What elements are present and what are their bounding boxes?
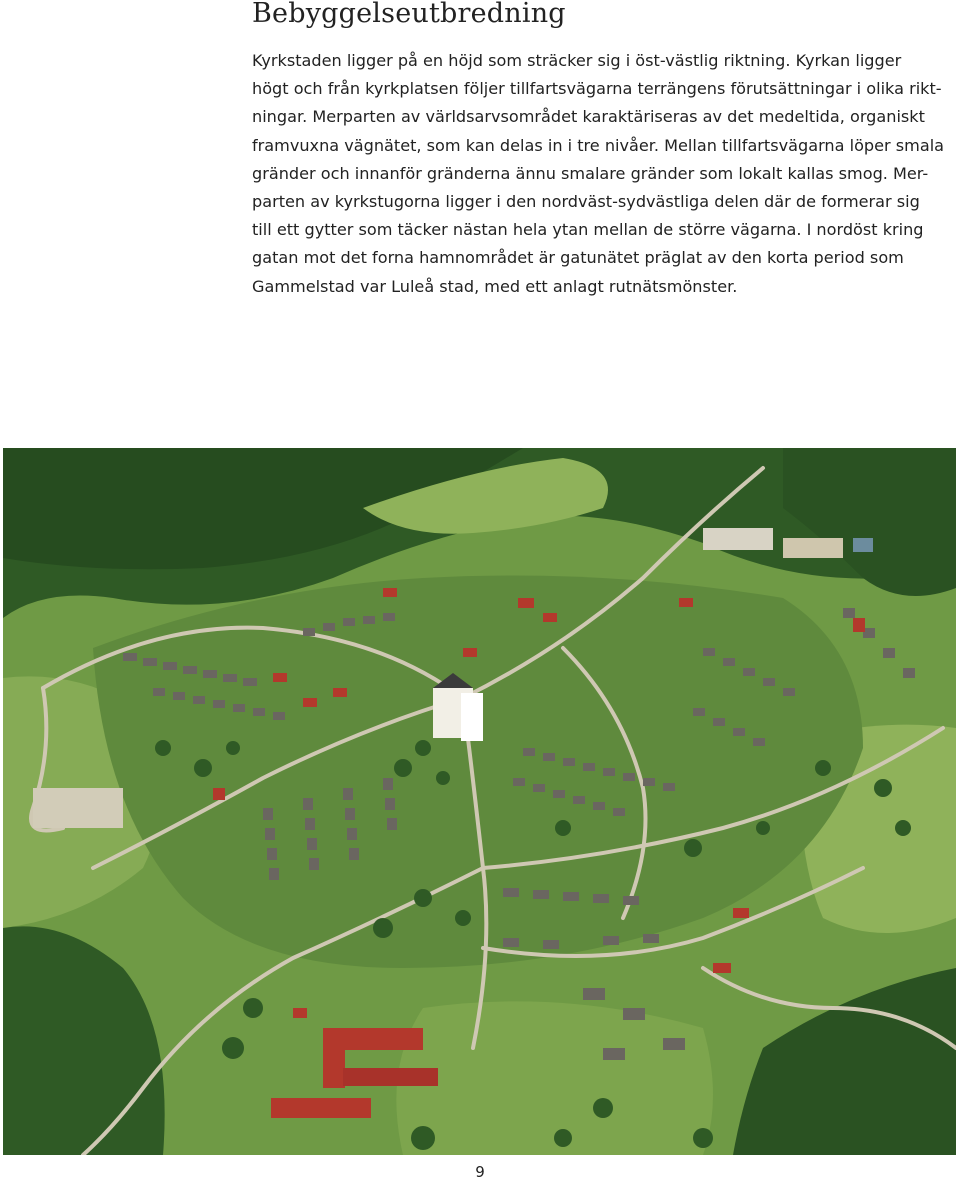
paragraph-line: till ett gytter som täcker nästan hela ytan mellan de större vägarna. I nordöst kring (252, 220, 924, 240)
paragraph-line: gränder och innanför gränderna ännu smalare gränder som lokalt kallas smog. Mer- (252, 163, 929, 183)
paragraph-line: Kyrkstaden ligger på en höjd som sträcker sig i öst-västlig riktning. Kyrkan ligger (252, 51, 902, 70)
blue-roof-building (853, 538, 873, 552)
field-bottom (396, 1001, 713, 1155)
aerial-photo-gammelstad (3, 448, 956, 1155)
aerial-photo-illustration (3, 448, 956, 1155)
paragraph-line: gatan mot det forna hamnområdet är gatunätet präglat av den korta period som (252, 248, 904, 268)
paragraph-line: högt och från kyrkplatsen följer tillfartsvägarna terrängens förutsättningar i olika rikt- (252, 79, 942, 99)
gravel-yard (33, 788, 123, 828)
body-paragraph (252, 47, 952, 301)
paragraph-line: Gammelstad var Luleå stad, med ett anlagt rutnätsmönster. (252, 276, 738, 296)
page-number: 9 (475, 1163, 485, 1181)
paragraph-line: framvuxna vägnätet, som kan delas in i tre nivåer. Mellan tillfartsvägarna löper smala (252, 135, 945, 155)
gravel-lot (783, 538, 843, 558)
industrial-lot (703, 528, 773, 550)
paragraph-line: ningar. Merparten av världsarvsområdet karaktäriseras av det medeltida, organiskt (252, 107, 925, 127)
paragraph-line: parten av kyrkstugorna ligger i den nordväst-sydvästliga delen där de formerar sig (252, 192, 920, 212)
page-heading: Bebyggelseutbredning (252, 0, 566, 29)
